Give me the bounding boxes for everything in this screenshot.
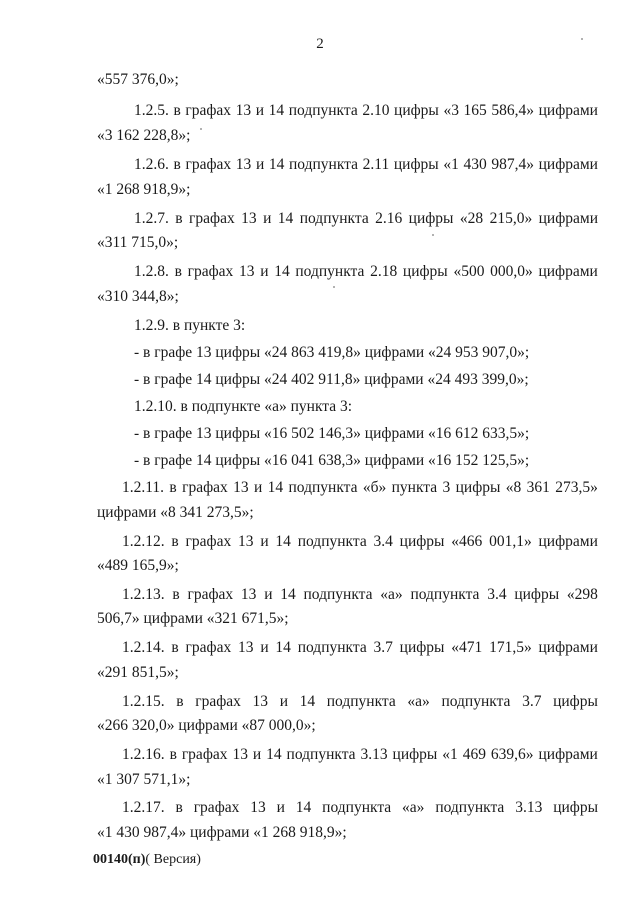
text-line: 1.2.10. в подпункте «а» пункта 3: — [134, 398, 353, 415]
text-line: «310 344,8»; — [97, 288, 179, 305]
text-line: 1.2.8. в графах 13 и 14 подпункта 2.18 цифры «500 000,0» цифрами — [134, 263, 598, 280]
text-line: 1.2.16. в графах 13 и 14 подпункта 3.13 цифры «1 469 639,6» цифрами — [122, 746, 598, 763]
text-line: 1.2.13. в графах 13 и 14 подпункта «а» подпункта 3.4 цифры «298 — [122, 586, 598, 603]
text-line: 1.2.6. в графах 13 и 14 подпункта 2.11 цифры «1 430 987,4» цифрами — [134, 156, 598, 173]
document-footer — [93, 852, 201, 868]
text-line: «1 268 918,9»; — [97, 181, 191, 198]
document-code: 00140(п) — [93, 852, 146, 867]
text-line: 1.2.5. в графах 13 и 14 подпункта 2.10 цифры «3 165 586,4» цифрами — [134, 102, 598, 119]
text-line: «3 162 228,8»; — [97, 127, 191, 144]
text-line: «557 376,0»; — [97, 71, 179, 88]
text-line: 1.2.15. в графах 13 и 14 подпункта «а» подпункта 3.7 цифры — [122, 693, 598, 710]
text-line: - в графе 14 цифры «24 402 911,8» цифрами «24 493 399,0»; — [134, 371, 529, 388]
text-line: цифрами «8 341 273,5»; — [97, 504, 254, 521]
text-line: «291 851,5»; — [97, 664, 179, 681]
text-line: «311 715,0»; — [97, 234, 179, 251]
text-line: «266 320,0» цифрами «87 000,0»; — [97, 717, 316, 734]
text-line: - в графе 13 цифры «24 863 419,8» цифрами «24 953 907,0»; — [134, 344, 530, 361]
text-line: 1.2.14. в графах 13 и 14 подпункта 3.7 цифры «471 171,5» цифрами — [122, 639, 598, 656]
text-line: «1 430 987,4» цифрами «1 268 918,9»; — [97, 824, 347, 841]
text-line: «489 165,9»; — [97, 557, 179, 574]
text-line: «1 307 571,1»; — [97, 771, 191, 788]
text-line: 1.2.7. в графах 13 и 14 подпункта 2.16 цифры «28 215,0» цифрами — [134, 210, 598, 227]
text-line: - в графе 14 цифры «16 041 638,3» цифрами «16 152 125,5»; — [134, 452, 530, 469]
document-version: ( Версия) — [145, 852, 201, 867]
text-line: - в графе 13 цифры «16 502 146,3» цифрами «16 612 633,5»; — [134, 425, 530, 442]
scan-speck — [200, 128, 202, 130]
text-line: 1.2.9. в пункте 3: — [134, 317, 246, 334]
text-line: 506,7» цифрами «321 671,5»; — [97, 610, 289, 627]
text-line: 1.2.12. в графах 13 и 14 подпункта 3.4 цифры «466 001,1» цифрами — [122, 533, 598, 550]
scan-speck — [432, 234, 434, 236]
text-line: 1.2.17. в графах 13 и 14 подпункта «а» подпункта 3.13 цифры — [122, 799, 598, 816]
page-number: 2 — [316, 36, 324, 52]
scan-speck — [581, 38, 583, 40]
scan-speck — [333, 286, 335, 288]
text-line: 1.2.11. в графах 13 и 14 подпункта «б» пункта 3 цифры «8 361 273,5» — [122, 479, 598, 496]
